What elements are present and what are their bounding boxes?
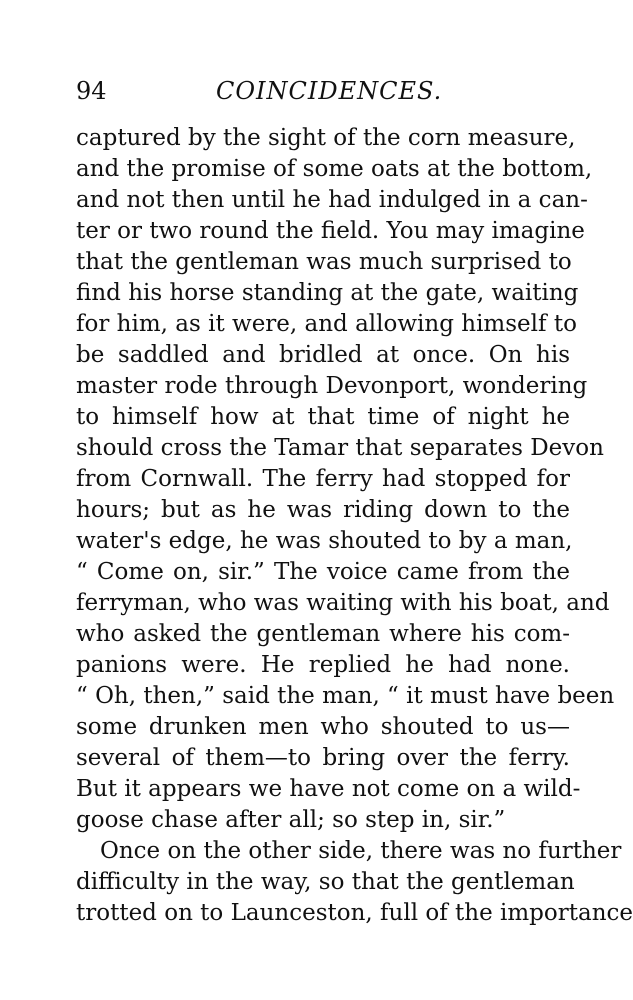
text-line: that the gentleman was much surprised to [76,249,572,275]
text-line: ferryman, who was waiting with his boat, and [76,590,610,616]
page-header [76,74,570,108]
text-line: be saddled and bridled at once. On his [76,342,570,368]
page-number: 94 [76,77,107,105]
text-line: “ Oh, then,” said the man, “ it must have been [76,683,615,709]
text-line: hours; but as he was riding down to the [76,497,570,523]
text-line: water's edge, he was shouted to by a man, [76,528,573,554]
text-line: master rode through Devonport, wondering [76,373,588,399]
text-line: from Cornwall. The ferry had stopped for [76,466,570,492]
text-line: But it appears we have not come on a wild- [76,776,581,802]
text-line: find his horse standing at the gate, waiting [76,280,579,306]
text-line: who asked the gentleman where his com- [76,621,570,647]
paragraph-start-line: Once on the other side, there was no further [100,838,622,864]
text-line: ter or two round the field. You may imagine [76,218,585,244]
text-line: “ Come on, sir.” The voice came from the [76,559,570,585]
body-text [76,123,633,929]
running-title: COINCIDENCES. [216,77,443,105]
text-line: goose chase after all; so step in, sir.” [76,807,506,833]
text-line: should cross the Tamar that separates Devon [76,435,604,461]
text-line: trotted on to Launceston, full of the importance [76,900,633,926]
text-line: and not then until he had indulged in a can- [76,187,588,213]
text-line: and the promise of some oats at the bottom, [76,156,593,182]
text-line: panions were. He replied he had none. [76,652,570,678]
text-line: difficulty in the way, so that the gentleman [76,869,575,895]
text-line: captured by the sight of the corn measure, [76,125,576,151]
text-line: some drunken men who shouted to us— [76,714,570,740]
text-line: several of them—to bring over the ferry. [76,745,570,771]
text-line: to himself how at that time of night he [76,404,570,430]
text-line: for him, as it were, and allowing himself to [76,311,577,337]
